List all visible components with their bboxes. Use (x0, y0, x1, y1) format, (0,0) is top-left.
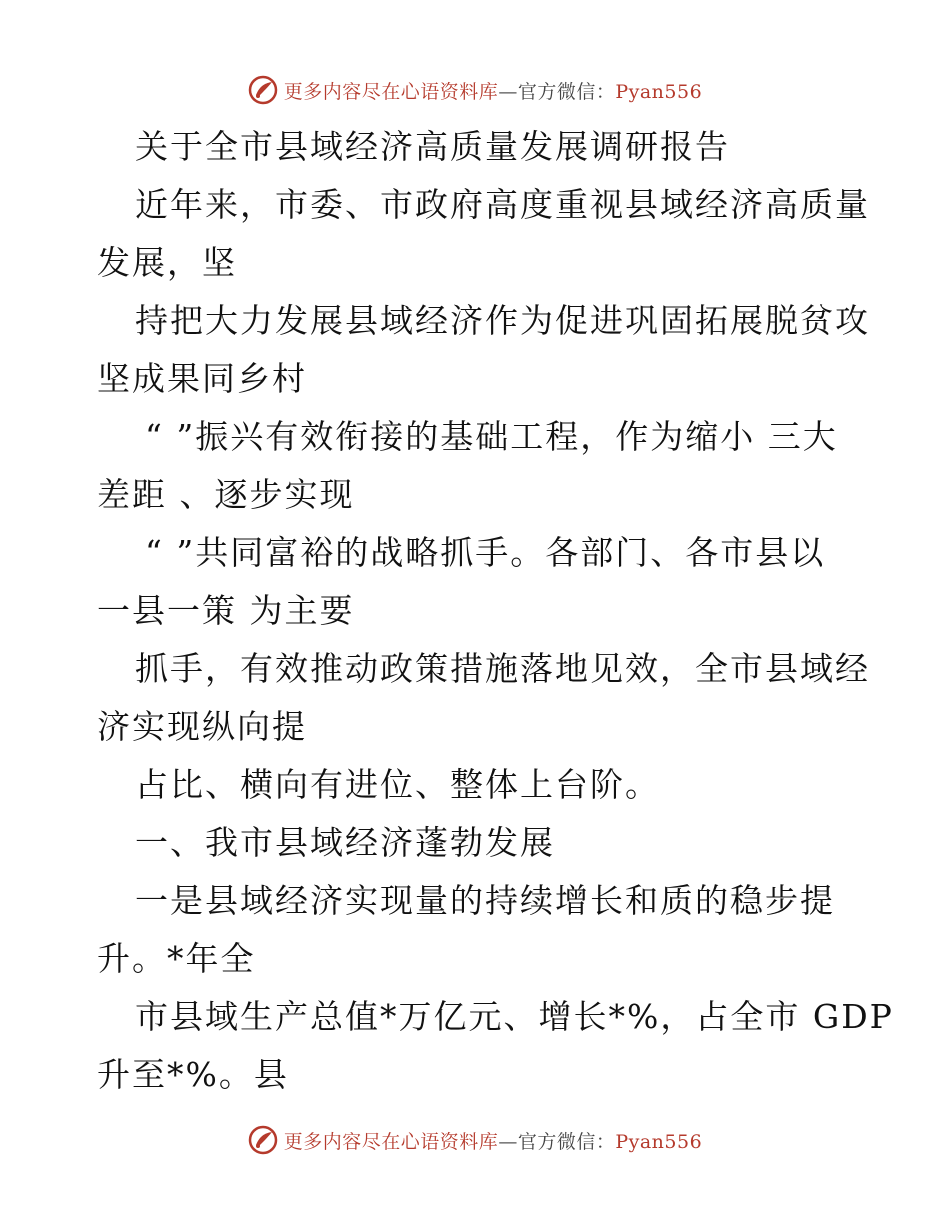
watermark-text (284, 77, 702, 104)
document-title: 关于全市县域经济高质量发展调研报告 (135, 127, 730, 166)
watermark-code: Pyan556 (615, 1130, 703, 1153)
paragraph-line: 发展，坚 (97, 243, 237, 282)
watermark-banner-bottom (0, 1120, 950, 1160)
watermark-main: 更多内容尽在心语资料库 (283, 80, 499, 103)
paragraph-line: 市县域生产总值*万亿元、增长*%，占全市 GDP (135, 997, 894, 1036)
watermark-text (284, 1127, 702, 1154)
watermark-sub: 官方微信： (517, 1130, 616, 1153)
watermark-code: Pyan556 (615, 80, 703, 103)
paragraph-line: 升。*年全 (97, 939, 256, 978)
watermark-dash: — (498, 1130, 518, 1153)
watermark-main: 更多内容尽在心语资料库 (283, 1130, 499, 1153)
paragraph-line: 近年来，市委、市政府高度重视县域经济高质量 (135, 185, 870, 224)
paragraph-line: 占比、横向有进位、整体上台阶。 (135, 765, 660, 804)
watermark-banner-top (0, 70, 950, 110)
paragraph-line: 济实现纵向提 (97, 707, 307, 746)
paragraph-line: 一县一策 为主要 (97, 591, 355, 630)
paragraph-line: 抓手，有效推动政策措施落地见效，全市县域经 (135, 649, 870, 688)
watermark-dash: — (498, 80, 518, 103)
watermark-sub: 官方微信： (517, 80, 616, 103)
paragraph-line: 坚成果同乡村 (97, 359, 307, 398)
paragraph-line: “ ”共同富裕的战略抓手。各部门、各市县以 (145, 533, 826, 572)
paragraph-line: “ ”振兴有效衔接的基础工程，作为缩小 三大 (145, 417, 838, 456)
pen-logo-icon (248, 75, 278, 105)
paragraph-line: 差距 、逐步实现 (97, 475, 355, 514)
paragraph-line: 一是县域经济实现量的持续增长和质的稳步提 (135, 881, 835, 920)
paragraph-line: 持把大力发展县域经济作为促进巩固拓展脱贫攻 (135, 301, 870, 340)
section-heading: 一、我市县域经济蓬勃发展 (135, 823, 555, 862)
pen-logo-icon (248, 1125, 278, 1155)
paragraph-line: 升至*%。县 (97, 1055, 289, 1094)
